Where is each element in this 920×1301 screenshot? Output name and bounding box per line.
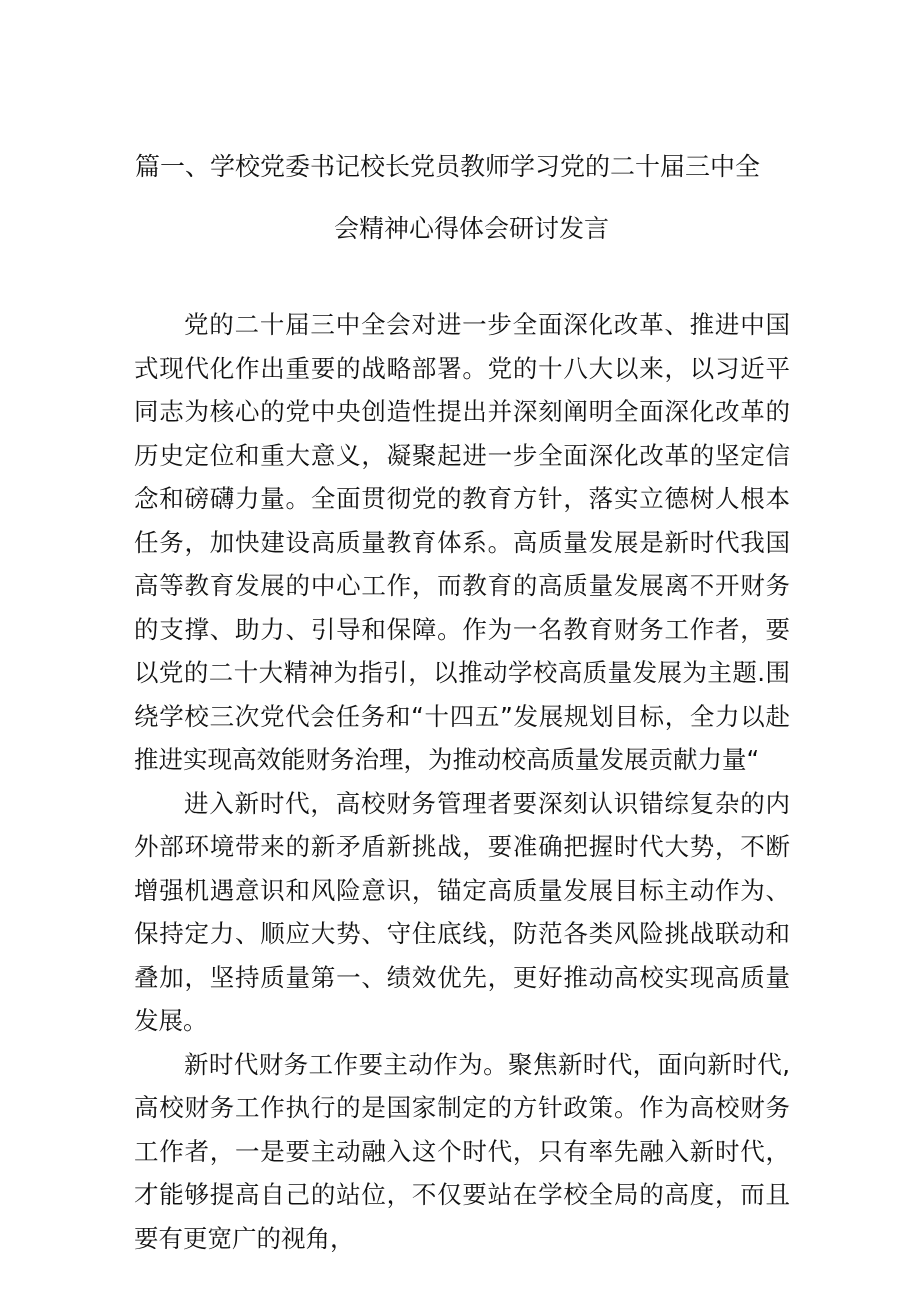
document-title-line-1: 篇一、学校党委书记校长党员教师学习党的二十届三中全 <box>135 152 761 181</box>
document-body <box>134 303 790 1260</box>
paragraph-2: 进入新时代，高校财务管理者要深刻认识错综复杂的内外部环境带来的新矛盾新挑战，要准确把握时代大势，不断增强机遇意识和风险意识，锚定高质量发展目标主动作为、保持定力、顺应大势、守住底线，防范各类风险挑战联动和叠加，坚持质量第一、绩效优先，更好推动高校实现高质量发展。 <box>134 788 790 1035</box>
document-title-line-2: 会精神心得体会研讨发言 <box>334 214 610 243</box>
paragraph-1: 党的二十届三中全会对进一步全面深化改革、推进中国式现代化作出重要的战略部署。党的十八大以来，以习近平同志为核心的党中央创造性提出并深刻阐明全面深化改革的历史定位和重大意义，凝聚起进一步全面深化改革的坚定信念和磅礴力量。全面贯彻党的教育方针，落实立德树人根本任务，加快建设高质量教育体系。高质量发展是新时代我国高等教育发展的中心工作，而教育的高质量发展离不开财务的支撑、助力、引导和保障。作为一名教育财务工作者，要以党的二十大精神为指引，以推动学校高质量发展为主题.围绕学校三次党代会任务和“十四五”发展规划目标，全力以赴推进实现高效能财务治理，为推动校高质量发展贡献力量“ <box>134 310 790 774</box>
paragraph-3: 新时代财务工作要主动作为。聚焦新时代，面向新时代,高校财务工作执行的是国家制定的方针政策。作为高校财务工作者，一是要主动融入这个时代，只有率先融入新时代，才能够提高自己的站位，不仅要站在学校全局的高度，而且要有更宽广的视角， <box>134 1049 790 1253</box>
